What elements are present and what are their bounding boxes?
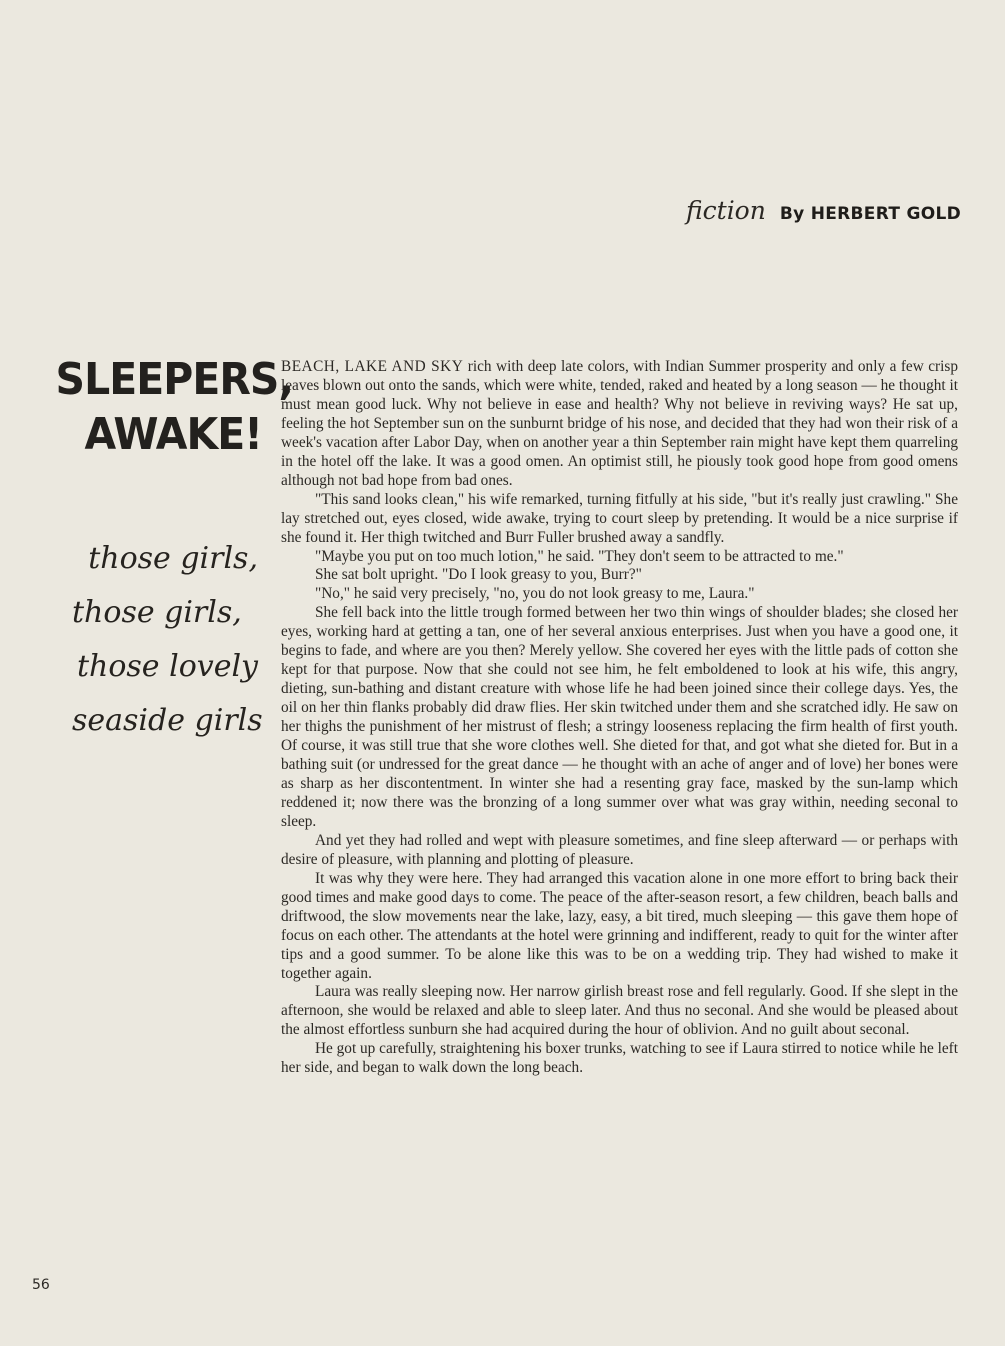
section-label: fiction bbox=[685, 196, 766, 225]
byline bbox=[686, 196, 961, 225]
author-byline: By HERBERT GOLD bbox=[779, 204, 961, 224]
story-paragraph: She fell back into the little trough formed between her two thin wings of shoulder blades; she closed her eyes, working hard at getting a tan, one of her several anxious enterprises. Just when you have a good one, it begins to fade, and where are you then? Merely yellow. She covered her eyes with the little pads of cotton she kept for that purpose. Now that she could not see him, he felt emboldened to look at his wife, this angry, dieting, sun-bathing and distant creature with whose life he had been joined since their college days. Yes, the oil on her thin flanks probably did draw flies. Her skin twitched under them and she scratched idly. He saw on her thighs the punishment of her mistrust of flesh; a stringy looseness replacing the firm health of first youth. Of course, it was still true that she wore clothes well. She dieted for that, and got what she dieted for. But in a bathing suit (or undressed for the great dance — he thought with an ache of anger and of love) her bones were as sharp as her discontentment. In winter she had a resenting gray face, masked by the sun-lamp which reddened it; now there was the bronzing of a long summer over what was gray within, needing seconal to sleep. bbox=[281, 604, 958, 830]
story-paragraph bbox=[281, 358, 958, 491]
refrain-line: those girls, bbox=[72, 595, 242, 630]
refrain-line: those girls, bbox=[88, 541, 258, 576]
story-title bbox=[55, 352, 294, 462]
page-number: 56 bbox=[32, 1277, 50, 1293]
lead-in: BEACH, LAKE AND SKY bbox=[281, 358, 464, 375]
title-line: SLEEPERS, bbox=[55, 354, 294, 405]
story-paragraph: He got up carefully, straightening his boxer trunks, watching to see if Laura stirred to notice while he left her side, and began to walk down the long beach. bbox=[281, 1040, 958, 1077]
story-paragraph: "This sand looks clean," his wife remarked, turning fitfully at his side, "but it's really just crawling." She lay stretched out, eyes closed, wide awake, trying to court sleep by pretending. It would be a nice surprise if she found it. Her thigh twitched and Burr Fuller brushed away a sandfly. bbox=[281, 490, 958, 546]
story-paragraph: "No," he said very precisely, "no, you do not look greasy to me, Laura." bbox=[315, 585, 755, 603]
story-paragraph: It was why they were here. They had arranged this vacation alone in one more effort to bring back their good times and make good days to come. The peace of the after-season resort, a few children, beach balls and driftwood, the slow movements near the lake, lazy, easy, a bit tired, much sleeping — this gave them hope of focus on each other. The attendants at the hotel were grinning and indifferent, ready to quit for the winter after tips and a good summer. To be alone like this was to be on a wedding trip. They had wished to make it together again. bbox=[281, 869, 958, 982]
refrain-line: those lovely bbox=[76, 649, 258, 684]
title-line: AWAKE! bbox=[84, 409, 262, 460]
paragraph-text: rich with deep late colors, with Indian Summer prosperity and only a few crisp leaves blown out onto the sands, which were white, tended, raked and heated by a long season — he thought it must mean good luck. Why not believe in ease and health? Why not believe in reviving ways? He sat up, feeling the hot September sun on the sunburnt bridge of his nose, and decided that they had won their risk of a week's vacation after Labor Day, when on another year a thin September rain might have kept them quarreling in the hotel off the lake. It was a good omen. An optimist still, he piously took good hope from good omens although not bad hope from bad ones. bbox=[281, 358, 958, 489]
story-paragraph: She sat bolt upright. "Do I look greasy to you, Burr?" bbox=[315, 566, 642, 584]
story-paragraph: And yet they had rolled and wept with pleasure sometimes, and fine sleep afterward — or perhaps with desire of pleasure, with planning and plotting of pleasure. bbox=[281, 831, 958, 868]
refrain-line: seaside girls bbox=[72, 703, 263, 738]
story-body bbox=[281, 358, 958, 1078]
refrain-verse bbox=[72, 532, 263, 748]
story-paragraph: Laura was really sleeping now. Her narrow girlish breast rose and fell regularly. Good. If she slept in the afternoon, she would be relaxed and able to sleep later. And thus no seconal. And she would be pleased about the almost effortless sunburn she had acquired during the hour of oblivion. And no guilt about seconal. bbox=[281, 983, 958, 1039]
story-paragraph: "Maybe you put on too much lotion," he said. "They don't seem to be attracted to me." bbox=[315, 547, 844, 565]
